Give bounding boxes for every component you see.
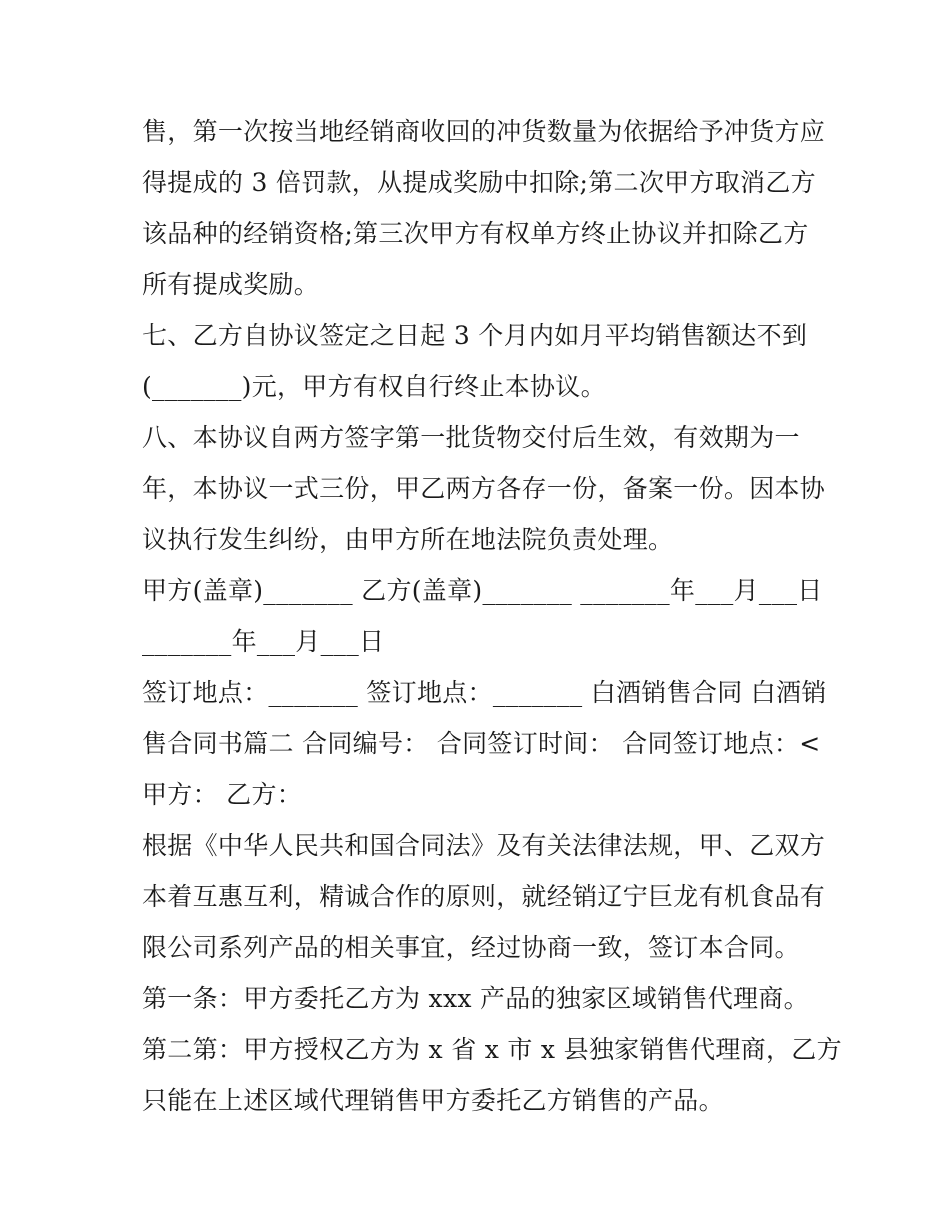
- signature-line: 甲方(盖章)_______ 乙方(盖章)_______ _______年___月___日: [142, 576, 823, 605]
- text-line: 售，第一次按当地经销商收回的冲货数量为依据给予冲货方应: [142, 117, 826, 146]
- text-line: 限公司系列产品的相关事宜，经过协商一致，签订本合同。: [142, 933, 800, 962]
- date-line: _______年___月___日: [142, 627, 385, 656]
- text-line: (_______)元，甲方有权自行终止本协议。: [142, 372, 606, 401]
- article-one-line: 第一条：甲方委托乙方为 xxx 产品的独家区域销售代理商。: [142, 984, 809, 1013]
- text-line: 议执行发生纠纷，由甲方所在地法院负责处理。: [142, 525, 674, 554]
- text-line: 该品种的经销资格;第三次甲方有权单方终止协议并扣除乙方: [142, 219, 809, 248]
- text-line: 所有提成奖励。: [142, 270, 320, 299]
- preamble-line: 根据《中华人民共和国合同法》及有关法律法规，甲、乙双方: [142, 831, 826, 860]
- contract-header-line: 售合同书篇二 合同编号： 合同签订时间： 合同签订地点：<: [142, 729, 821, 758]
- text-line: 得提成的 3 倍罚款，从提成奖励中扣除;第二次甲方取消乙方: [142, 168, 816, 197]
- text-line: 只能在上述区域代理销售甲方委托乙方销售的产品。: [142, 1086, 724, 1115]
- text-line: 年，本协议一式三份，甲乙两方各存一份，备案一份。因本协: [142, 474, 826, 503]
- signing-place-line: 签订地点：_______ 签订地点：_______ 白酒销售合同 白酒销: [142, 678, 827, 707]
- clause-seven-line: 七、乙方自协议签定之日起 3 个月内如月平均销售额达不到: [142, 321, 808, 350]
- document-body: [142, 106, 842, 1126]
- text-line: 本着互惠互利，精诚合作的原则，就经销辽宁巨龙有机食品有: [142, 882, 826, 911]
- article-two-line: 第二第：甲方授权乙方为 x 省 x 市 x 县独家销售代理商，乙方: [142, 1035, 842, 1064]
- clause-eight-line: 八、本协议自两方签字第一批货物交付后生效，有效期为一: [142, 423, 800, 452]
- parties-line: 甲方： 乙方：: [142, 780, 303, 809]
